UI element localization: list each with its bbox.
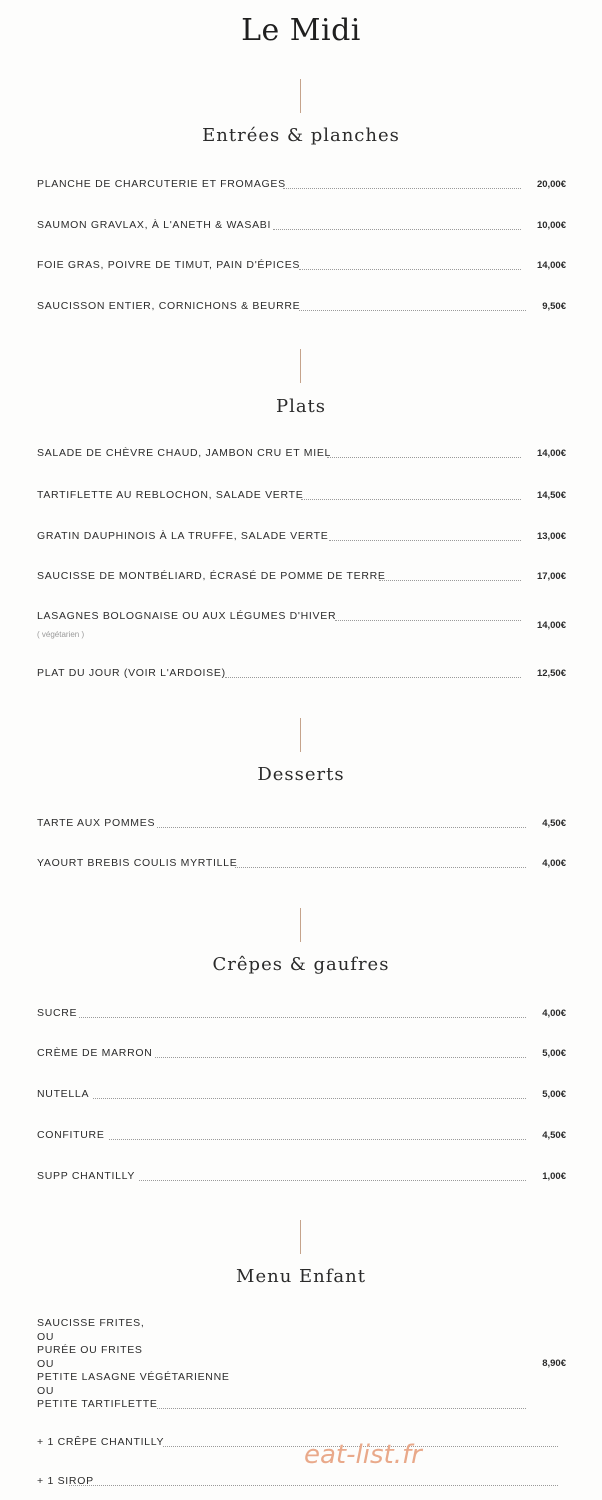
item-price: 14,50€ <box>536 490 566 501</box>
item-price: 4,00€ <box>542 1008 566 1019</box>
vegetarian-note: ( végétarien ) <box>37 630 85 639</box>
section-title: Crêpes & gaufres <box>212 954 390 975</box>
dot-leader <box>327 457 521 458</box>
item-name: SAUCISSON ENTIER, CORNICHONS & BEURRE <box>37 300 301 312</box>
item-price: 5,00€ <box>542 1048 566 1059</box>
item-name: TARTE AUX POMMES <box>37 817 156 829</box>
item-price: 20,00€ <box>536 179 566 190</box>
dot-leader <box>79 1017 526 1018</box>
dot-leader <box>93 1098 526 1099</box>
section-divider <box>300 79 301 113</box>
item-name: PLANCHE DE CHARCUTERIE ET FROMAGES <box>37 178 286 190</box>
kids-line: OU <box>37 1357 55 1370</box>
item-price: 12,50€ <box>536 668 566 679</box>
dot-leader <box>157 1408 526 1409</box>
item-price: 4,00€ <box>542 858 566 869</box>
item-price: 5,00€ <box>542 1089 566 1100</box>
item-price: 14,00€ <box>536 260 566 271</box>
dot-leader <box>273 229 521 230</box>
dot-leader <box>69 1485 558 1486</box>
item-name: LASAGNES BOLOGNAISE OU AUX LÉGUMES D'HIVER <box>37 610 337 622</box>
item-name: CRÈME DE MARRON <box>37 1047 153 1059</box>
item-price: 10,00€ <box>536 220 566 231</box>
kids-line: PETITE TARTIFLETTE <box>37 1398 158 1410</box>
item-name: PLAT DU JOUR (VOIR L'ARDOISE) <box>37 667 226 679</box>
kids-line: OU <box>37 1384 55 1397</box>
kids-line: SAUCISSE FRITES, <box>37 1317 145 1329</box>
dot-leader <box>379 580 521 581</box>
kids-price-row <box>37 1357 566 1370</box>
item-name: SAUCISSE DE MONTBÉLIARD, ÉCRASÉ DE POMME DE TERRE <box>37 570 386 582</box>
extra-name: + 1 CRÊPE CHANTILLY <box>37 1436 165 1448</box>
dot-leader <box>109 1139 526 1140</box>
item-price: 14,00€ <box>536 448 566 459</box>
item-price: 4,50€ <box>542 818 566 829</box>
section-divider <box>300 718 301 752</box>
kids-line: PETITE LASAGNE VÉGÉTARIENNE <box>37 1371 230 1383</box>
item-name: FOIE GRAS, POIVRE DE TIMUT, PAIN D'ÉPICES <box>37 259 301 271</box>
dot-leader <box>225 677 521 678</box>
item-price: 13,00€ <box>536 531 566 542</box>
extra-name: + 1 SIROP <box>37 1475 94 1487</box>
kids-line: OU <box>37 1330 55 1343</box>
item-name: SUCRE <box>37 1007 78 1019</box>
page-title: Le Midi <box>241 13 361 48</box>
item-price: 4,50€ <box>542 1130 566 1141</box>
dot-leader <box>335 620 521 621</box>
dot-leader <box>139 1180 526 1181</box>
item-name: SALADE DE CHÈVRE CHAUD, JAMBON CRU ET MIEL <box>37 447 332 459</box>
kids-dot-row <box>37 1398 566 1411</box>
kids-line: PURÉE OU FRITES <box>37 1344 143 1356</box>
watermark-logo: eat-list.fr <box>304 1440 422 1470</box>
item-name: CONFITURE <box>37 1129 105 1141</box>
dot-leader <box>301 499 521 500</box>
item-name: TARTIFLETTE AU REBLOCHON, SALADE VERTE <box>37 489 304 501</box>
dot-leader <box>329 540 521 541</box>
dot-leader <box>283 188 521 189</box>
item-name: SUPP CHANTILLY <box>37 1170 136 1182</box>
item-name: YAOURT BREBIS COULIS MYRTILLE <box>37 857 238 869</box>
section-title: Plats <box>275 396 327 417</box>
item-name: NUTELLA <box>37 1088 90 1100</box>
dot-leader <box>299 310 526 311</box>
dot-leader <box>155 1057 526 1058</box>
item-price: 14,00€ <box>536 620 566 631</box>
dot-leader <box>299 269 521 270</box>
section-divider <box>300 1220 301 1254</box>
section-divider <box>300 908 301 942</box>
dot-leader <box>157 827 526 828</box>
section-title: Desserts <box>257 764 345 785</box>
item-price: 8,90€ <box>542 1358 566 1369</box>
item-price: 9,50€ <box>542 301 566 312</box>
item-price: 17,00€ <box>536 571 566 582</box>
dot-leader <box>235 867 526 868</box>
section-title: Menu Enfant <box>236 1266 366 1287</box>
section-title: Entrées & planches <box>202 125 400 146</box>
item-price: 1,00€ <box>542 1171 566 1182</box>
section-divider <box>300 349 301 383</box>
item-name: GRATIN DAUPHINOIS À LA TRUFFE, SALADE VERTE <box>37 530 329 542</box>
item-name: SAUMON GRAVLAX, À L'ANETH & WASABI <box>37 219 272 231</box>
